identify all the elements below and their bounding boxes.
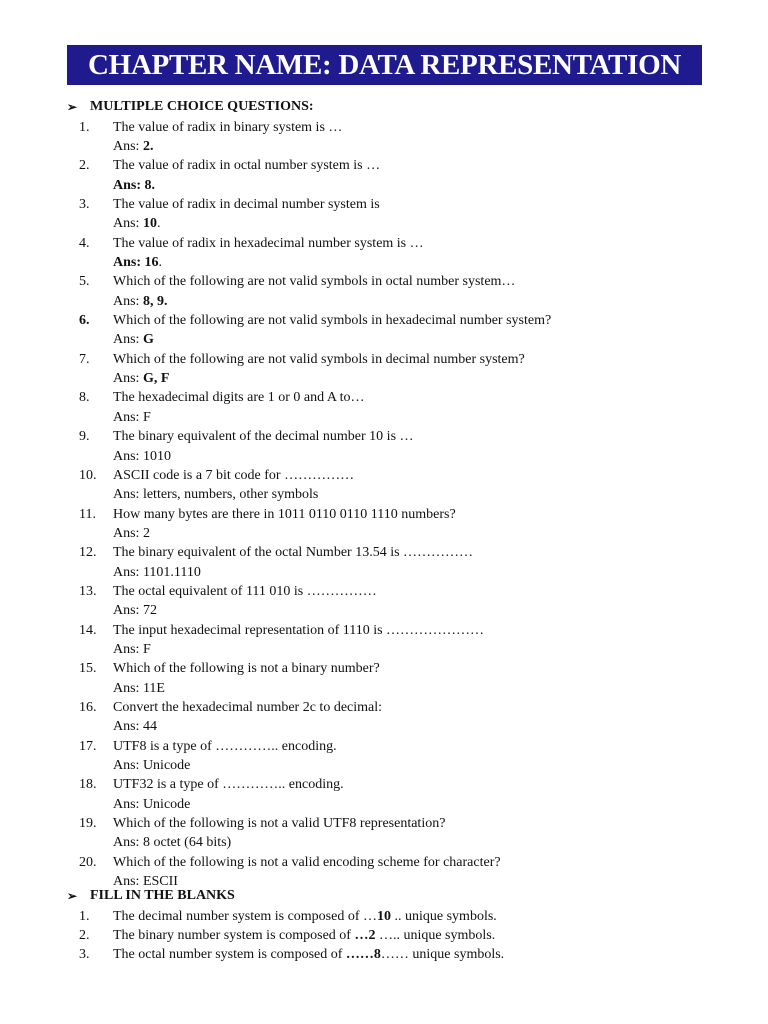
question-number: 1.	[79, 119, 90, 135]
answer-value: Ans: Unicode	[113, 796, 191, 812]
arrow-bullet-icon: ➢	[67, 888, 78, 903]
question-number: 19.	[79, 816, 97, 832]
answer-line	[67, 679, 757, 698]
mcq-item	[67, 311, 757, 350]
question-text: The value of radix in binary system is …	[113, 119, 343, 135]
answer-value: Ans: F	[113, 409, 151, 425]
question-text: The octal equivalent of 111 010 is ……………	[113, 583, 377, 599]
answer-line	[67, 718, 757, 737]
answer-prefix: Ans:	[113, 139, 143, 155]
answer-value: G, F	[142, 371, 170, 387]
mcq-item	[67, 118, 757, 157]
answer-line	[67, 524, 757, 543]
question-number: 18.	[79, 777, 97, 793]
fill-text-before: The decimal number system is composed of …	[113, 908, 377, 924]
question-text: ASCII code is a 7 bit code for ……………	[113, 467, 355, 483]
question-line	[67, 195, 757, 214]
question-text: The input hexadecimal representation of 1110 is …………………	[113, 622, 485, 638]
question-line	[67, 544, 757, 563]
answer-prefix: Ans:	[113, 216, 143, 232]
question-line	[67, 698, 757, 717]
answer-line	[67, 602, 757, 621]
question-line	[67, 118, 757, 137]
fill-answer: …2	[354, 928, 376, 944]
fill-text-before: The octal number system is composed of	[113, 947, 346, 963]
answer-value: Ans: ESCII	[113, 874, 178, 890]
question-number: 4.	[79, 235, 90, 251]
answer-value: 2.	[142, 139, 154, 155]
mcq-item	[67, 234, 757, 273]
answer-value: Ans: 2	[113, 525, 150, 541]
fill-text-before: The binary number system is composed of	[113, 928, 355, 944]
mcq-item	[67, 737, 757, 776]
question-line	[67, 853, 757, 872]
mcq-item	[67, 544, 757, 583]
fill-item	[67, 946, 757, 965]
question-number: 16.	[79, 699, 97, 715]
mcq-item	[67, 698, 757, 737]
answer-suffix: .	[156, 216, 161, 232]
mcq-item	[67, 350, 757, 389]
question-text: The value of radix in octal number system is …	[113, 158, 381, 174]
question-text: Which of the following is not a valid UTF8 representation?	[113, 816, 446, 832]
question-number: 14.	[79, 622, 97, 638]
mcq-item	[67, 660, 757, 699]
answer-suffix: .	[158, 255, 163, 271]
question-line	[67, 466, 757, 485]
question-line	[67, 350, 757, 369]
question-number: 10.	[79, 467, 97, 483]
question-text: How many bytes are there in 1011 0110 0110 1110 numbers?	[113, 506, 456, 522]
fill-heading-text: FILL IN THE BLANKS	[90, 888, 235, 903]
answer-prefix: Ans:	[113, 371, 143, 387]
question-text: The value of radix in decimal number system is	[113, 197, 380, 213]
answer-line	[67, 640, 757, 659]
mcq-item	[67, 195, 757, 234]
answer-value: Ans: Unicode	[113, 758, 191, 774]
fill-text-after: ….. unique symbols.	[375, 928, 496, 944]
answer-line	[67, 253, 757, 272]
answer-line	[67, 292, 757, 311]
question-number: 7.	[79, 351, 90, 367]
mcq-list	[67, 118, 757, 892]
mcq-item	[67, 389, 757, 428]
question-text: Which of the following are not valid symbols in octal number system…	[113, 274, 516, 290]
mcq-heading-text: MULTIPLE CHOICE QUESTIONS:	[90, 99, 314, 114]
answer-value: Ans: 11E	[113, 680, 165, 696]
fill-text-after: .. unique symbols.	[391, 908, 497, 924]
question-line	[67, 582, 757, 601]
answer-value: Ans: 44	[113, 719, 157, 735]
chapter-title-banner	[67, 45, 702, 85]
fill-list	[67, 907, 757, 965]
mcq-item	[67, 428, 757, 467]
mcq-item	[67, 157, 757, 196]
question-number: 12.	[79, 545, 97, 561]
answer-line	[67, 137, 757, 156]
answer-value: G	[142, 332, 154, 348]
fill-section-heading	[67, 888, 235, 904]
question-line	[67, 273, 757, 292]
question-number: 17.	[79, 738, 97, 754]
question-number: 20.	[79, 854, 97, 870]
question-number: 11.	[79, 506, 96, 522]
question-number: 8.	[79, 390, 90, 406]
mcq-item	[67, 621, 757, 660]
question-line	[67, 234, 757, 253]
answer-prefix: Ans:	[113, 332, 143, 348]
answer-line	[67, 834, 757, 853]
question-line	[67, 776, 757, 795]
question-line	[67, 814, 757, 833]
fill-number: 2.	[79, 928, 90, 944]
question-line	[67, 389, 757, 408]
chapter-title: CHAPTER NAME: DATA REPRESENTATION	[88, 48, 681, 81]
question-text: UTF32 is a type of ………….. encoding.	[113, 777, 344, 793]
answer-line	[67, 563, 757, 582]
question-line	[67, 737, 757, 756]
question-text: The hexadecimal digits are 1 or 0 and A to…	[113, 390, 365, 406]
mcq-item	[67, 466, 757, 505]
answer-value: Ans: letters, numbers, other symbols	[113, 487, 319, 503]
fill-item	[67, 926, 757, 945]
answer-value: Ans: 16	[113, 255, 159, 271]
fill-number: 1.	[79, 908, 90, 924]
question-text: The binary equivalent of the octal Number 13.54 is ……………	[113, 545, 474, 561]
question-line	[67, 428, 757, 447]
question-number: 6.	[79, 313, 90, 329]
question-line	[67, 505, 757, 524]
answer-line	[67, 486, 757, 505]
question-number: 3.	[79, 197, 90, 213]
mcq-item	[67, 853, 757, 892]
arrow-bullet-icon: ➢	[67, 99, 78, 114]
answer-line	[67, 331, 757, 350]
mcq-item	[67, 505, 757, 544]
question-text: UTF8 is a type of ………….. encoding.	[113, 738, 337, 754]
mcq-item	[67, 776, 757, 815]
fill-answer: 10	[377, 908, 391, 924]
question-number: 2.	[79, 158, 90, 174]
question-number: 15.	[79, 661, 97, 677]
question-text: The binary equivalent of the decimal number 10 is …	[113, 429, 414, 445]
answer-value: 10	[142, 216, 157, 232]
fill-item	[67, 907, 757, 926]
question-text: Which of the following are not valid symbols in hexadecimal number system?	[113, 313, 552, 329]
answer-value: Ans: 1101.1110	[113, 564, 201, 580]
mcq-item	[67, 814, 757, 853]
question-text: Which of the following is not a binary number?	[113, 661, 380, 677]
answer-prefix: Ans:	[113, 293, 143, 309]
question-line	[67, 660, 757, 679]
answer-value: Ans: 8.	[113, 177, 156, 193]
answer-value: 8, 9.	[142, 293, 168, 309]
question-line	[67, 157, 757, 176]
answer-line	[67, 756, 757, 775]
fill-answer: ……8	[345, 947, 381, 963]
fill-number: 3.	[79, 947, 90, 963]
answer-line	[67, 447, 757, 466]
question-number: 9.	[79, 429, 90, 445]
question-line	[67, 621, 757, 640]
answer-line	[67, 176, 757, 195]
answer-value: Ans: 8 octet (64 bits)	[113, 835, 232, 851]
question-number: 13.	[79, 583, 97, 599]
mcq-item	[67, 582, 757, 621]
answer-line	[67, 795, 757, 814]
answer-value: Ans: F	[113, 641, 151, 657]
answer-value: Ans: 1010	[113, 448, 171, 464]
question-text: Convert the hexadecimal number 2c to decimal:	[113, 699, 383, 715]
mcq-section-heading	[67, 99, 314, 115]
answer-line	[67, 215, 757, 234]
question-line	[67, 311, 757, 330]
question-number: 5.	[79, 274, 90, 290]
answer-line	[67, 408, 757, 427]
answer-value: Ans: 72	[113, 603, 157, 619]
answer-line	[67, 369, 757, 388]
fill-text-after: …… unique symbols.	[380, 947, 505, 963]
question-text: Which of the following is not a valid encoding scheme for character?	[113, 854, 501, 870]
mcq-item	[67, 273, 757, 312]
question-text: The value of radix in hexadecimal number system is …	[113, 235, 424, 251]
question-text: Which of the following are not valid symbols in decimal number system?	[113, 351, 525, 367]
